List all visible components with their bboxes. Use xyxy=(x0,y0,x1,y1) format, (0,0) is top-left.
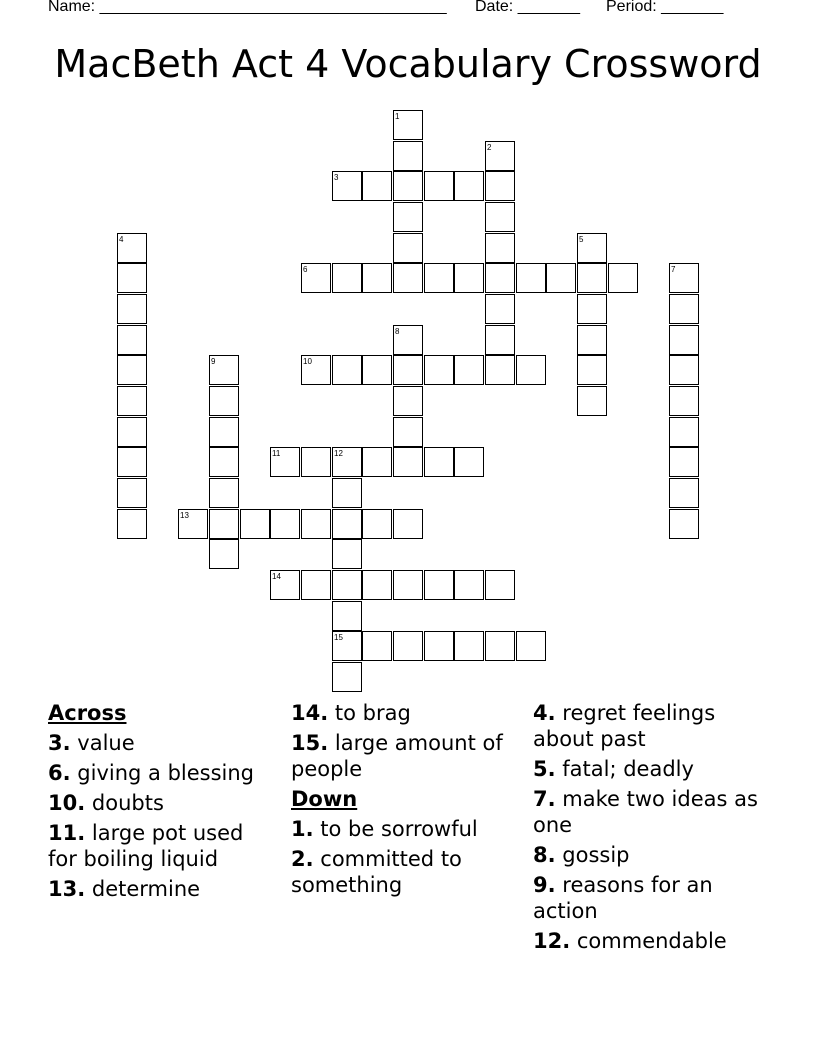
clue-text: large amount of people xyxy=(291,731,503,781)
crossword-cell[interactable] xyxy=(393,141,423,171)
crossword-cell[interactable] xyxy=(485,171,515,201)
crossword-cell[interactable] xyxy=(485,355,515,385)
crossword-cell[interactable] xyxy=(362,355,392,385)
clue-number: 15. xyxy=(291,731,329,755)
crossword-cell[interactable] xyxy=(362,171,392,201)
crossword-cell[interactable] xyxy=(424,263,454,293)
crossword-cell[interactable] xyxy=(393,631,423,661)
crossword-cell[interactable] xyxy=(669,417,699,447)
across-heading: Across xyxy=(48,701,127,725)
clue-number-label: 1 xyxy=(395,112,400,121)
crossword-cell[interactable] xyxy=(516,355,546,385)
clue-number-label: 8 xyxy=(395,327,400,336)
crossword-cell[interactable] xyxy=(669,386,699,416)
clue-number-label: 4 xyxy=(119,235,124,244)
crossword-cell[interactable] xyxy=(454,631,484,661)
crossword-cell[interactable] xyxy=(577,386,607,416)
clue-number: 11. xyxy=(48,821,86,845)
crossword-cell[interactable] xyxy=(393,417,423,447)
crossword-cell[interactable] xyxy=(117,263,147,293)
clue-number-label: 9 xyxy=(211,357,216,366)
clue-text: determine xyxy=(91,877,201,901)
crossword-cell[interactable] xyxy=(669,325,699,355)
clue-number: 12. xyxy=(533,929,571,953)
crossword-cell[interactable] xyxy=(209,539,239,569)
clue-text: reasons for an action xyxy=(533,873,713,923)
down-clue-9 xyxy=(533,872,773,924)
down-clue-2 xyxy=(291,846,521,898)
crossword-cell[interactable] xyxy=(209,478,239,508)
crossword-cell[interactable] xyxy=(270,509,300,539)
crossword-cell[interactable] xyxy=(577,294,607,324)
date-field-label: Date: _______ xyxy=(475,0,580,15)
crossword-cell[interactable] xyxy=(577,263,607,293)
clue-number: 4. xyxy=(533,701,556,725)
clue-column-1 xyxy=(48,700,278,906)
crossword-cell[interactable] xyxy=(454,263,484,293)
clue-number-label: 13 xyxy=(180,511,189,520)
crossword-cell[interactable] xyxy=(454,570,484,600)
crossword-cell[interactable] xyxy=(362,570,392,600)
crossword-cell[interactable] xyxy=(577,355,607,385)
down-clue-8 xyxy=(533,842,773,868)
clue-number-label: 6 xyxy=(303,265,308,274)
across-clue-11 xyxy=(48,820,278,872)
crossword-cell[interactable] xyxy=(485,631,515,661)
crossword-cell[interactable] xyxy=(485,202,515,232)
crossword-cell[interactable] xyxy=(424,171,454,201)
clue-number-label: 10 xyxy=(303,357,312,366)
across-clue-13 xyxy=(48,876,278,902)
across-clue-14 xyxy=(291,700,521,726)
crossword-cell[interactable] xyxy=(117,478,147,508)
crossword-cell[interactable] xyxy=(240,509,270,539)
crossword-cell[interactable] xyxy=(332,570,362,600)
clue-text: committed to something xyxy=(291,847,462,897)
down-clue-4 xyxy=(533,700,773,752)
crossword-cell[interactable] xyxy=(669,447,699,477)
crossword-cell[interactable] xyxy=(117,447,147,477)
clue-number: 3. xyxy=(48,731,71,755)
crossword-cell[interactable] xyxy=(454,355,484,385)
crossword-cell[interactable] xyxy=(424,631,454,661)
crossword-cell[interactable] xyxy=(117,355,147,385)
crossword-cell[interactable] xyxy=(362,509,392,539)
down-clue-7 xyxy=(533,786,773,838)
crossword-cell[interactable] xyxy=(117,325,147,355)
clue-text: fatal; deadly xyxy=(562,757,694,781)
clue-number: 2. xyxy=(291,847,314,871)
crossword-cell[interactable] xyxy=(301,570,331,600)
clue-column-3 xyxy=(533,700,773,958)
crossword-cell[interactable] xyxy=(362,447,392,477)
crossword-cell[interactable] xyxy=(485,233,515,263)
crossword-cell[interactable] xyxy=(332,662,362,692)
clue-number-label: 12 xyxy=(334,449,343,458)
clue-number-label: 2 xyxy=(487,143,492,152)
clue-number: 1. xyxy=(291,817,314,841)
crossword-cell[interactable] xyxy=(546,263,576,293)
crossword-cell[interactable] xyxy=(393,233,423,263)
crossword-cell[interactable] xyxy=(454,447,484,477)
crossword-cell[interactable] xyxy=(117,294,147,324)
clue-text: regret feelings about past xyxy=(533,701,716,751)
across-clue-3 xyxy=(48,730,278,756)
crossword-cell[interactable] xyxy=(332,509,362,539)
crossword-cell[interactable] xyxy=(209,417,239,447)
clue-text: to brag xyxy=(334,701,411,725)
clue-text: large pot used for boiling liquid xyxy=(48,821,244,871)
crossword-cell[interactable] xyxy=(485,294,515,324)
crossword-cell[interactable] xyxy=(669,355,699,385)
crossword-cell[interactable] xyxy=(332,263,362,293)
clue-number: 9. xyxy=(533,873,556,897)
down-clue-12 xyxy=(533,928,773,954)
crossword-cell[interactable] xyxy=(393,386,423,416)
clue-text: to be sorrowful xyxy=(320,817,478,841)
name-field-label: Name: _______________________________________ xyxy=(48,0,447,15)
crossword-cell[interactable] xyxy=(424,355,454,385)
down-clue-1 xyxy=(291,816,521,842)
crossword-cell[interactable] xyxy=(209,509,239,539)
crossword-cell[interactable] xyxy=(669,294,699,324)
crossword-cell[interactable] xyxy=(209,447,239,477)
clue-number-label: 11 xyxy=(272,449,281,458)
clue-text: value xyxy=(77,731,135,755)
crossword-cell[interactable] xyxy=(608,263,638,293)
crossword-cell[interactable] xyxy=(485,263,515,293)
crossword-cell[interactable] xyxy=(393,171,423,201)
crossword-cell[interactable] xyxy=(393,509,423,539)
clue-number: 14. xyxy=(291,701,329,725)
across-clue-10 xyxy=(48,790,278,816)
crossword-cell[interactable] xyxy=(577,325,607,355)
down-heading: Down xyxy=(291,787,358,811)
crossword-cell[interactable] xyxy=(669,509,699,539)
crossword-cell[interactable] xyxy=(393,355,423,385)
crossword-cell[interactable] xyxy=(485,570,515,600)
crossword-cell[interactable] xyxy=(301,509,331,539)
across-clue-6 xyxy=(48,760,278,786)
clue-text: make two ideas as one xyxy=(533,787,758,837)
clue-number: 7. xyxy=(533,787,556,811)
crossword-cell[interactable] xyxy=(332,539,362,569)
clue-number: 6. xyxy=(48,761,71,785)
crossword-cell[interactable] xyxy=(454,171,484,201)
crossword-cell[interactable] xyxy=(516,263,546,293)
crossword-cell[interactable] xyxy=(332,355,362,385)
crossword-cell[interactable] xyxy=(209,386,239,416)
clue-text: commendable xyxy=(576,929,727,953)
clue-number: 13. xyxy=(48,877,86,901)
crossword-cell[interactable] xyxy=(485,325,515,355)
clue-column-2 xyxy=(291,700,521,902)
crossword-cell[interactable] xyxy=(117,509,147,539)
down-clue-5 xyxy=(533,756,773,782)
crossword-cell[interactable] xyxy=(669,478,699,508)
clue-text: doubts xyxy=(91,791,164,815)
clue-number-label: 5 xyxy=(579,235,584,244)
across-clue-15 xyxy=(291,730,521,782)
crossword-cell[interactable] xyxy=(393,263,423,293)
crossword-cell[interactable] xyxy=(362,631,392,661)
clue-number-label: 14 xyxy=(272,572,281,581)
clue-number: 8. xyxy=(533,843,556,867)
crossword-cell[interactable] xyxy=(332,478,362,508)
clue-number-label: 7 xyxy=(671,265,676,274)
crossword-cell[interactable] xyxy=(362,263,392,293)
crossword-cell[interactable] xyxy=(516,631,546,661)
clue-text: gossip xyxy=(562,843,630,867)
clue-number-label: 3 xyxy=(334,173,339,182)
crossword-cell[interactable] xyxy=(424,447,454,477)
clue-text: giving a blessing xyxy=(77,761,255,785)
crossword-cell[interactable] xyxy=(393,447,423,477)
crossword-cell[interactable] xyxy=(424,570,454,600)
clue-number: 5. xyxy=(533,757,556,781)
period-field-label: Period: _______ xyxy=(606,0,724,15)
clue-number-label: 15 xyxy=(334,633,343,642)
crossword-cell[interactable] xyxy=(393,202,423,232)
crossword-cell[interactable] xyxy=(393,570,423,600)
clue-number: 10. xyxy=(48,791,86,815)
crossword-cell[interactable] xyxy=(332,601,362,631)
crossword-cell[interactable] xyxy=(117,386,147,416)
page-title: MacBeth Act 4 Vocabulary Crossword xyxy=(54,42,762,86)
crossword-cell[interactable] xyxy=(117,417,147,447)
crossword-cell[interactable] xyxy=(301,447,331,477)
